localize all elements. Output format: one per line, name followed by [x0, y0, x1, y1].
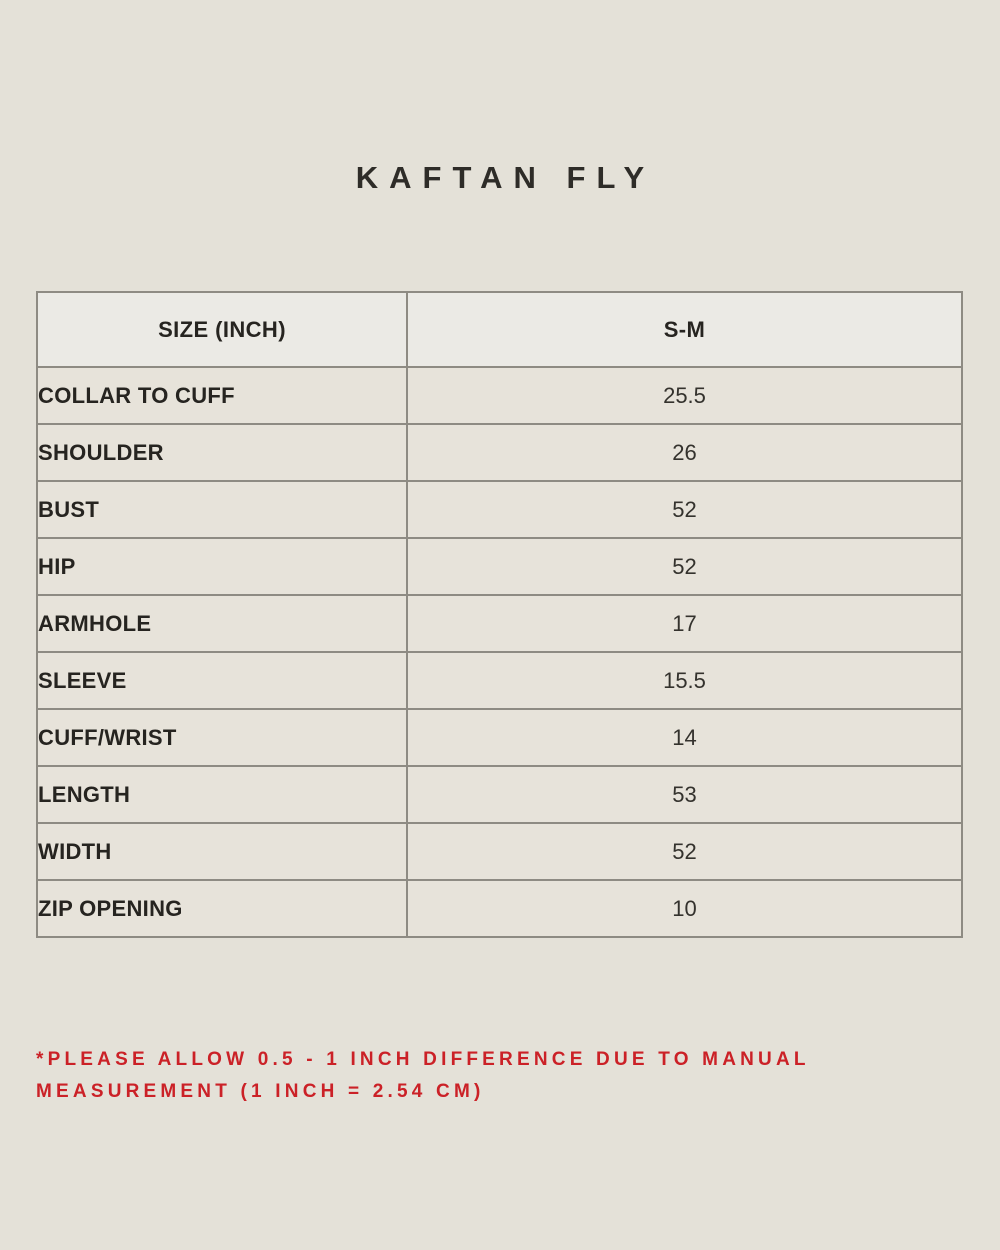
measurement-value: 25.5	[407, 367, 962, 424]
table-row	[37, 367, 962, 424]
table-row	[37, 481, 962, 538]
table-row	[37, 766, 962, 823]
measurement-value: 15.5	[407, 652, 962, 709]
measurement-disclaimer	[36, 1044, 966, 1108]
product-title: KAFTAN FLY	[355, 160, 656, 195]
measurement-label: COLLAR TO CUFF	[37, 367, 407, 424]
measurement-label: ARMHOLE	[37, 595, 407, 652]
measurement-value: 26	[407, 424, 962, 481]
measurement-value: 52	[407, 538, 962, 595]
table-row	[37, 595, 962, 652]
table-row	[37, 880, 962, 937]
measurement-value: 52	[407, 481, 962, 538]
size-option-header: S-M	[407, 292, 962, 367]
measurement-value: 52	[407, 823, 962, 880]
measurement-label: SHOULDER	[37, 424, 407, 481]
disclaimer-line-1: *PLEASE ALLOW 0.5 - 1 INCH DIFFERENCE DUE TO MANUAL	[36, 1049, 810, 1070]
size-unit-header: SIZE (INCH)	[37, 292, 407, 367]
measurement-value: 14	[407, 709, 962, 766]
table-row	[37, 652, 962, 709]
measurement-value: 10	[407, 880, 962, 937]
measurement-value: 53	[407, 766, 962, 823]
measurement-label: CUFF/WRIST	[37, 709, 407, 766]
table-row	[37, 709, 962, 766]
disclaimer-line-2: MEASUREMENT (1 INCH = 2.54 CM)	[36, 1081, 485, 1102]
measurement-label: BUST	[37, 481, 407, 538]
table-header-row	[37, 292, 962, 367]
table-row	[37, 538, 962, 595]
size-chart-table	[36, 291, 963, 938]
measurement-label: LENGTH	[37, 766, 407, 823]
measurement-label: SLEEVE	[37, 652, 407, 709]
measurement-label: WIDTH	[37, 823, 407, 880]
measurement-value: 17	[407, 595, 962, 652]
measurement-label: ZIP OPENING	[37, 880, 407, 937]
measurement-label: HIP	[37, 538, 407, 595]
table-row	[37, 823, 962, 880]
table-row	[37, 424, 962, 481]
